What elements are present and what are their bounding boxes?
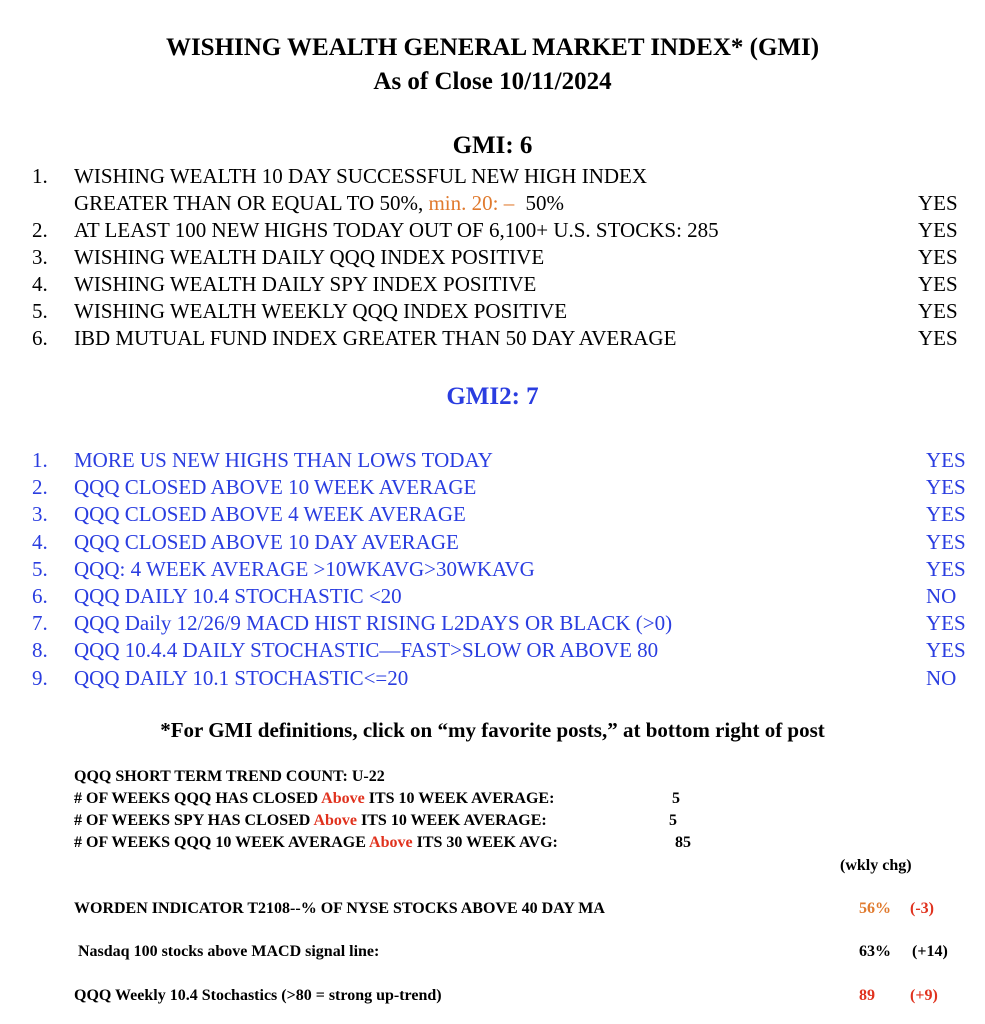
gmi2-item-5-num: 5.	[32, 557, 48, 581]
spy-weeks-value: 5	[669, 812, 677, 829]
gmi2-item-3-value: YES	[926, 502, 966, 526]
gmi2-item-4-num: 4.	[32, 530, 48, 554]
qqq-10wk-value: 85	[675, 834, 691, 851]
gmi-item-1-cont	[74, 191, 564, 216]
gmi2-item-4-value: YES	[926, 530, 966, 554]
nasdaq-macd-label: Nasdaq 100 stocks above MACD signal line:	[78, 943, 380, 960]
gmi2-item-7-num: 7.	[32, 611, 48, 635]
gmi2-item-3-num: 3.	[32, 502, 48, 526]
gmi-item-4-text: WISHING WEALTH DAILY SPY INDEX POSITIVE	[74, 272, 537, 296]
spy-weeks-label: # OF WEEKS SPY HAS CLOSED	[74, 812, 314, 829]
qqq-weeks-above: Above	[321, 790, 365, 807]
gmi-item-2-text: AT LEAST 100 NEW HIGHS TODAY OUT OF 6,100+ U.S. STOCKS: 285	[74, 218, 719, 242]
gmi-item-1-num: 1.	[32, 164, 48, 188]
page-title: WISHING WEALTH GENERAL MARKET INDEX* (GMI)	[165, 34, 820, 61]
nasdaq-macd-change: (+14)	[912, 943, 948, 960]
gmi2-item-7-text: QQQ Daily 12/26/9 MACD HIST RISING L2DAYS OR BLACK (>0)	[74, 611, 673, 635]
gmi2-item-9-value: NO	[926, 666, 957, 690]
gmi2-item-9-text: QQQ DAILY 10.1 STOCHASTIC<=20	[74, 666, 409, 690]
gmi-item-2-num: 2.	[32, 218, 48, 242]
gmi2-item-2-num: 2.	[32, 475, 48, 499]
worden-indicator-change: (-3)	[910, 900, 934, 917]
qqq-10wk-above: Above	[369, 834, 413, 851]
trend-count-line: QQQ SHORT TERM TREND COUNT: U-22	[74, 768, 385, 785]
spy-weeks-label-end: ITS 10 WEEK AVERAGE:	[357, 812, 547, 829]
qqq-weeks-label: # OF WEEKS QQQ HAS CLOSED	[74, 790, 322, 807]
gmi-item-4-num: 4.	[32, 272, 48, 296]
gmi2-item-7-value: YES	[926, 611, 966, 635]
gmi-item-1-text: WISHING WEALTH 10 DAY SUCCESSFUL NEW HIGH INDEX	[74, 164, 648, 188]
qqq-10wk-label: # OF WEEKS QQQ 10 WEEK AVERAGE	[74, 834, 370, 851]
gmi-item-5-num: 5.	[32, 299, 48, 323]
gmi2-item-6-num: 6.	[32, 584, 48, 608]
gmi2-item-8-value: YES	[926, 638, 966, 662]
gmi2-heading: GMI2: 7	[446, 383, 539, 410]
gmi-item-6-text: IBD MUTUAL FUND INDEX GREATER THAN 50 DAY AVERAGE	[74, 326, 677, 350]
gmi-item-2-value: YES	[918, 218, 958, 242]
gmi-item-4-value: YES	[918, 272, 958, 296]
gmi2-item-1-value: YES	[926, 448, 966, 472]
gmi2-item-5-value: YES	[926, 557, 966, 581]
gmi-item-6-num: 6.	[32, 326, 48, 350]
qqq-10wk-label-end: ITS 30 WEEK AVG:	[412, 834, 558, 851]
gmi-item-1-pct: 50%	[525, 191, 564, 215]
nasdaq-macd-value: 63%	[859, 943, 891, 960]
gmi2-item-9-num: 9.	[32, 666, 48, 690]
gmi2-item-4-text: QQQ CLOSED ABOVE 10 DAY AVERAGE	[74, 530, 459, 554]
gmi-item-3-value: YES	[918, 245, 958, 269]
gmi2-item-5-text: QQQ: 4 WEEK AVERAGE >10WKAVG>30WKAVG	[74, 557, 535, 581]
gmi-item-6-value: YES	[918, 326, 958, 350]
gmi2-item-8-num: 8.	[32, 638, 48, 662]
gmi-heading: GMI: 6	[452, 132, 533, 159]
worden-indicator-label: WORDEN INDICATOR T2108--% OF NYSE STOCKS ABOVE 40 DAY MA	[74, 900, 605, 917]
gmi-item-3-text: WISHING WEALTH DAILY QQQ INDEX POSITIVE	[74, 245, 545, 269]
spy-weeks-above-10wk	[74, 812, 547, 830]
qqq-weeks-above-10wk	[74, 790, 554, 808]
gmi2-item-2-text: QQQ CLOSED ABOVE 10 WEEK AVERAGE	[74, 475, 477, 499]
gmi-item-5-value: YES	[918, 299, 958, 323]
gmi-item-3-num: 3.	[32, 245, 48, 269]
qqq-weekly-stoch-label: QQQ Weekly 10.4 Stochastics (>80 = strong up-trend)	[74, 987, 442, 1004]
qqq-weekly-stoch-change: (+9)	[910, 987, 938, 1004]
gmi-item-1-value: YES	[918, 191, 958, 215]
gmi2-item-3-text: QQQ CLOSED ABOVE 4 WEEK AVERAGE	[74, 502, 466, 526]
gmi-item-1-cont-text: GREATER THAN OR EQUAL TO 50%,	[74, 191, 424, 215]
qqq-10wk-above-30wk	[74, 834, 558, 852]
gmi-item-1-min: min. 20: –	[428, 191, 515, 215]
qqq-weeks-label-end: ITS 10 WEEK AVERAGE:	[364, 790, 555, 807]
gmi2-item-1-num: 1.	[32, 448, 48, 472]
page-subtitle: As of Close 10/11/2024	[373, 68, 612, 95]
spy-weeks-above: Above	[313, 812, 358, 829]
gmi2-item-2-value: YES	[926, 475, 966, 499]
gmi2-item-6-value: NO	[926, 584, 957, 608]
worden-indicator-value: 56%	[859, 900, 891, 917]
gmi2-item-8-text: QQQ 10.4.4 DAILY STOCHASTIC—FAST>SLOW OR ABOVE 80	[74, 638, 659, 662]
gmi-item-5-text: WISHING WEALTH WEEKLY QQQ INDEX POSITIVE	[74, 299, 568, 323]
gmi2-item-1-text: MORE US NEW HIGHS THAN LOWS TODAY	[74, 448, 493, 472]
gmi-definitions-note: *For GMI definitions, click on “my favorite posts,” at bottom right of post	[160, 718, 825, 742]
wkly-chg-label: (wkly chg)	[840, 857, 912, 874]
qqq-weekly-stoch-value: 89	[859, 987, 875, 1004]
gmi2-item-6-text: QQQ DAILY 10.4 STOCHASTIC <20	[74, 584, 402, 608]
qqq-weeks-value: 5	[672, 790, 680, 807]
